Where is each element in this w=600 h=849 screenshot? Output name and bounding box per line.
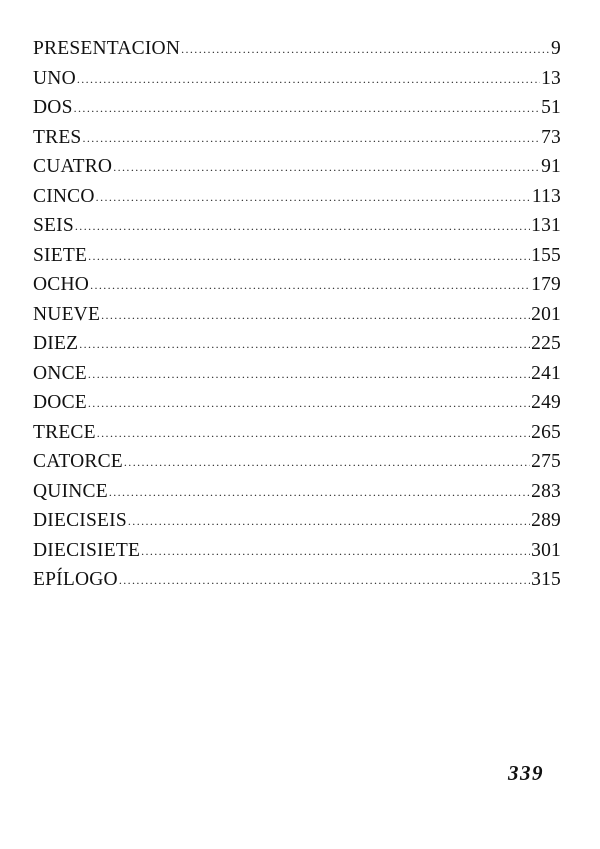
toc-dot-leader xyxy=(79,330,530,360)
toc-entry xyxy=(33,64,561,94)
toc-dot-leader xyxy=(141,537,530,567)
toc-entry-page: 275 xyxy=(531,451,561,472)
toc-entry-title: CATORCE xyxy=(33,451,123,472)
toc-entry-page: 155 xyxy=(531,244,561,266)
toc-entry-page: 9 xyxy=(551,38,561,59)
toc-entry-page: 51 xyxy=(541,97,561,118)
toc-entry xyxy=(33,270,561,300)
toc-entry xyxy=(33,211,561,241)
toc-entry-title: DIECISEIS xyxy=(33,510,127,531)
toc-entry xyxy=(33,34,561,64)
toc-dot-leader xyxy=(101,301,530,331)
toc-dot-leader xyxy=(75,212,530,242)
toc-entry-page: 179 xyxy=(531,274,561,295)
toc-entry-title: NUEVE xyxy=(33,303,101,325)
toc-entry-page: 225 xyxy=(531,333,561,354)
toc-entry xyxy=(33,123,561,153)
toc-entry-title: UNO xyxy=(33,67,76,89)
toc-entry-title: PRESENTACION xyxy=(33,38,181,59)
toc-entry xyxy=(33,536,561,566)
toc-entry-title: OCHO xyxy=(33,274,90,295)
toc-dot-leader xyxy=(77,65,540,95)
toc-entry xyxy=(33,388,561,418)
toc-entry-page: 283 xyxy=(531,480,561,502)
toc-entry-title: QUINCE xyxy=(33,480,108,502)
toc-entry-page: 131 xyxy=(531,215,561,236)
toc-entry-title: DOCE xyxy=(33,392,87,413)
toc-dot-leader xyxy=(119,566,530,596)
toc-entry-page: 201 xyxy=(531,303,561,325)
toc-entry-title: SEIS xyxy=(33,215,74,236)
toc-entry-page: 241 xyxy=(531,362,561,384)
toc-dot-leader xyxy=(90,271,530,301)
toc-entry-title: DIEZ xyxy=(33,333,79,354)
toc-dot-leader xyxy=(88,360,530,390)
toc-entry xyxy=(33,152,561,182)
toc-entry-page: 73 xyxy=(541,126,561,148)
toc-entry-title: CUATRO xyxy=(33,156,113,177)
toc-entry xyxy=(33,565,561,595)
toc-entry-title: SIETE xyxy=(33,244,88,266)
toc-dot-leader xyxy=(124,448,530,478)
toc-dot-leader xyxy=(128,507,530,537)
toc-entry-title: EPÍLOGO xyxy=(33,569,118,590)
toc-entry-page: 113 xyxy=(531,185,561,207)
toc-dot-leader xyxy=(113,153,540,183)
toc-entry-page: 13 xyxy=(541,67,561,89)
toc-entry-page: 249 xyxy=(531,392,561,413)
toc-entry xyxy=(33,447,561,477)
toc-entry xyxy=(33,477,561,507)
toc-entry-title: CINCO xyxy=(33,185,95,207)
toc-dot-leader xyxy=(96,183,531,213)
toc-entry-title: DIECISIETE xyxy=(33,539,141,561)
toc-dot-leader xyxy=(88,389,530,419)
toc-entry xyxy=(33,241,561,271)
toc-entry-title: TRECE xyxy=(33,421,96,443)
toc-dot-leader xyxy=(88,242,530,272)
toc-entry-page: 289 xyxy=(531,510,561,531)
toc-entry-page: 91 xyxy=(541,156,561,177)
toc-dot-leader xyxy=(109,478,530,508)
toc-entry xyxy=(33,329,561,359)
toc-entry-title: DOS xyxy=(33,97,73,118)
toc-entry-page: 265 xyxy=(531,421,561,443)
toc-entry-title: ONCE xyxy=(33,362,87,384)
page-number: 339 xyxy=(508,761,544,785)
toc-dot-leader xyxy=(82,124,540,154)
toc-dot-leader xyxy=(74,94,540,124)
toc-entry xyxy=(33,506,561,536)
toc-entry-title: TRES xyxy=(33,126,82,148)
toc-entry xyxy=(33,418,561,448)
toc-entry xyxy=(33,93,561,123)
table-of-contents xyxy=(33,34,561,595)
toc-entry xyxy=(33,359,561,389)
toc-dot-leader xyxy=(181,35,550,65)
toc-entry xyxy=(33,300,561,330)
toc-entry-page: 301 xyxy=(531,539,561,561)
toc-entry xyxy=(33,182,561,212)
toc-entry-page: 315 xyxy=(531,569,561,590)
toc-dot-leader xyxy=(97,419,530,449)
